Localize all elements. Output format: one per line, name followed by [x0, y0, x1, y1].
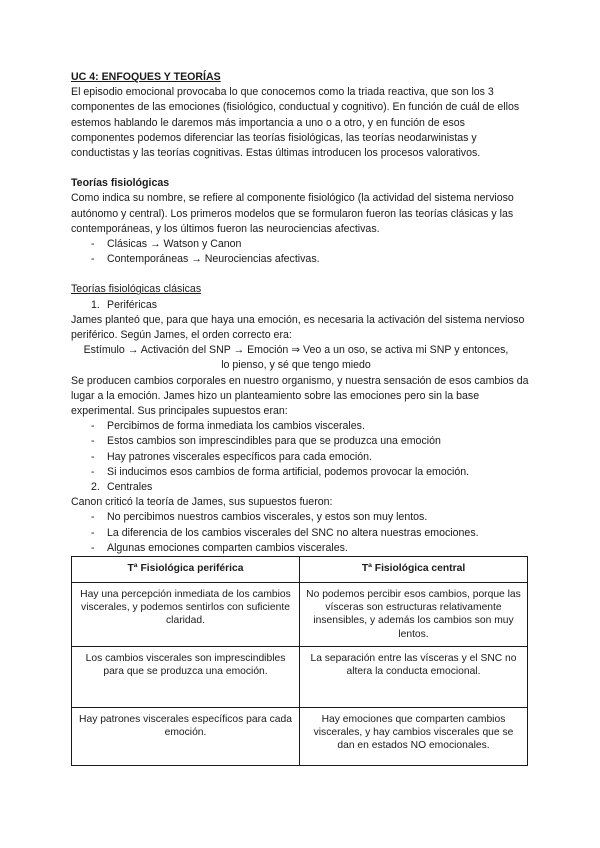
- page-title: UC 4: ENFOQUES Y TEORÍAS: [71, 71, 221, 83]
- table-cell: Los cambios viscerales son imprescindibles para que se produzca una emoción.: [72, 646, 300, 707]
- section-heading-fisiologicas: Teorías fisiológicas: [71, 177, 170, 190]
- item-label: Periféricas: [107, 298, 158, 311]
- section-heading-clasicas: Teorías fisiológicas clásicas: [71, 283, 202, 296]
- item-label: Centrales: [107, 481, 153, 494]
- table-cell: Hay una percepción inmediata de los cambios viscerales, y podemos sentirlos con suficiente claridad.: [72, 583, 300, 647]
- table-row: [72, 646, 528, 707]
- table-cell: Hay patrones viscerales específicos para cada emoción.: [72, 707, 300, 765]
- list-item: - Estos cambios son imprescindibles para que se produzca una emoción: [91, 434, 531, 449]
- list-item: - Si inducimos esos cambios de forma artificial, podemos provocar la emoción.: [91, 465, 531, 480]
- list-item: - Algunas emociones comparten cambios viscerales.: [91, 541, 531, 556]
- fisiologicas-paragraph: Como indica su nombre, se refiere al componente fisiológico (la actividad del sistema nervioso autónomo y central). Los primeros modelos que se formularon fueron las teorías clásicas y las contemporáneas, y los últimos fueron las neurociencias afectivas.: [71, 192, 514, 235]
- list-item: - La diferencia de los cambios viscerales del SNC no altera nuestras emociones.: [91, 526, 531, 541]
- list-item: - Clásicas → Watson y Canon: [91, 237, 531, 252]
- formula-line-1: Estímulo → Activación del SNP → Emoción ⇒ Veo a un oso, se activa mi SNP y entonces,: [83, 344, 509, 357]
- table-cell: Hay emociones que comparten cambios viscerales, y hay cambios viscerales que se dan en estados NO emocionales.: [300, 707, 528, 765]
- list-item: - No percibimos nuestros cambios viscerales, y estos son muy lentos.: [91, 510, 531, 525]
- comparison-table: [71, 556, 528, 766]
- item-number: 1.: [91, 298, 100, 311]
- document-body: [71, 70, 531, 556]
- table-header-cell: Tª Fisiológica periférica: [72, 557, 300, 583]
- numbered-item-centrales: [71, 480, 531, 495]
- table-header-cell: Tª Fisiológica central: [300, 557, 528, 583]
- canon-paragraph: Canon criticó la teoría de James, sus supuestos fueron:: [71, 496, 333, 509]
- table-header-row: [72, 557, 528, 583]
- table-row: [72, 707, 528, 765]
- cambios-paragraph: Se producen cambios corporales en nuestro organismo, y nuestra sensación de esos cambios da lugar a la emoción. James hizo un planteamiento sobre las emociones pero sin la base experimental. Sus principales supuestos eran:: [71, 374, 529, 418]
- james-paragraph: James planteó que, para que haya una emoción, es necesaria la activación del sistema nervioso periférico. Según James, el orden correcto era:: [71, 313, 525, 342]
- table-cell: La separación entre las vísceras y el SNC no altera la conducta emocional.: [300, 646, 528, 707]
- table-row: [72, 583, 528, 647]
- james-list: [71, 419, 531, 480]
- table-cell: No podemos percibir esos cambios, porque las vísceras son estructuras relativamente insensibles, y además los cambios son muy lentos.: [300, 583, 528, 647]
- fisiologicas-list: [71, 237, 531, 267]
- numbered-item-perifericas: [71, 298, 531, 313]
- list-item: - Contemporáneas → Neurociencias afectivas.: [91, 252, 531, 267]
- canon-list: [71, 510, 531, 556]
- list-item: - Hay patrones viscerales específicos para cada emoción.: [91, 450, 531, 465]
- formula-line-2: lo pienso, y sé que tengo miedo: [221, 359, 371, 372]
- item-number: 2.: [91, 481, 100, 494]
- list-item: - Percibimos de forma inmediata los cambios viscerales.: [91, 419, 531, 434]
- intro-paragraph: El episodio emocional provocaba lo que conocemos como la triada reactiva, que son los 3 componentes de las emociones (fisiológico, conductual y cognitivo). En función de cuál de ellos estemos hablando le daremos más importancia a uno o a otro, y en función de esos componentes podemos diferenciar las teorías fisiológicas, las teorías neodarwinistas y conductistas y las teorías cognitivas. Estas últimas introducen los procesos valorativos.: [71, 86, 520, 160]
